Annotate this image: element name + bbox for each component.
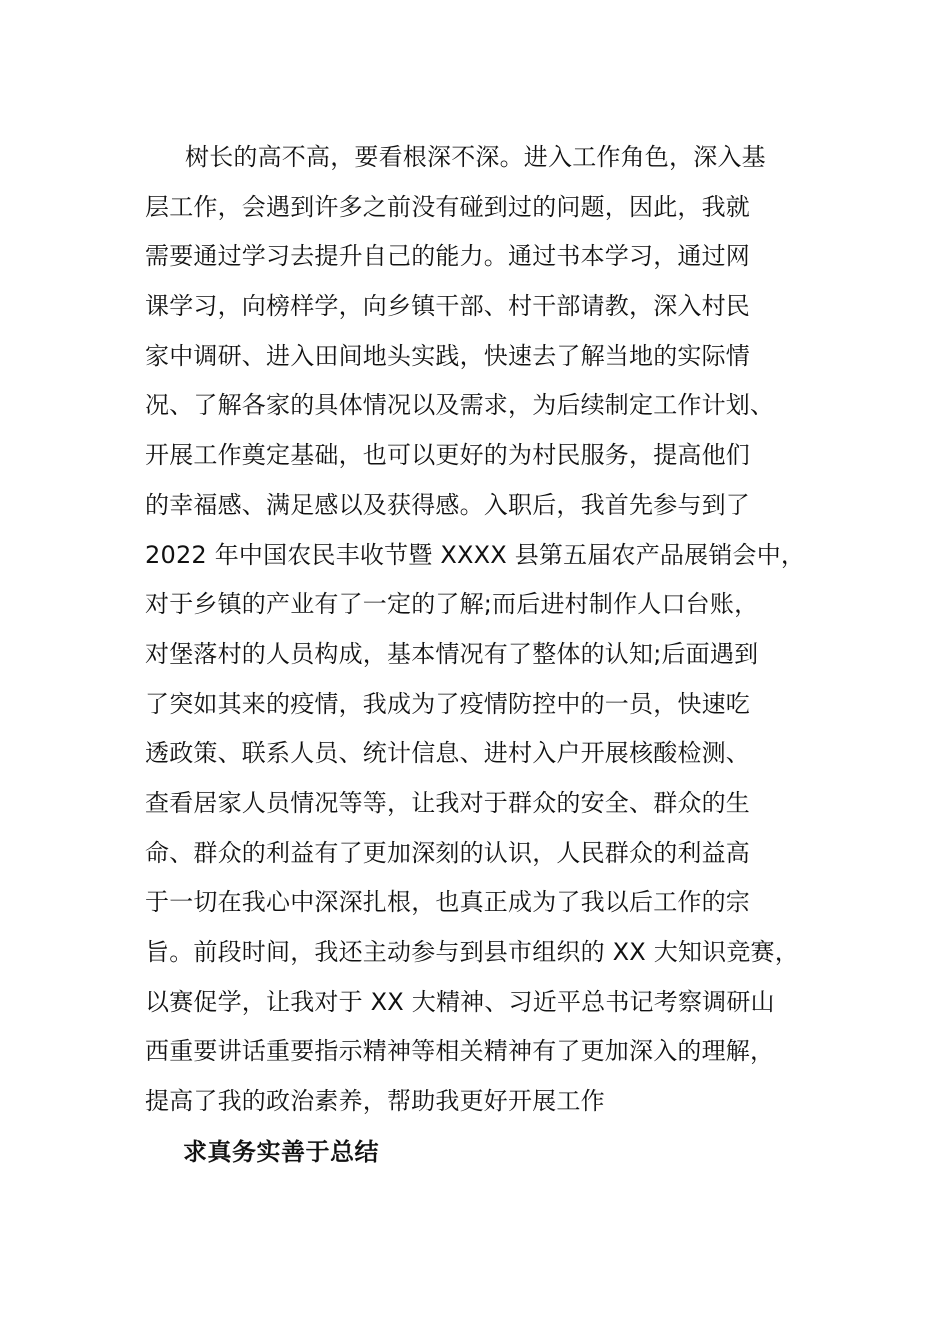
paragraph-line: 查看居家人员情况等等，让我对于群众的安全、群众的生 (145, 788, 750, 817)
paragraph-line: 树长的高不高，要看根深不深。进入工作角色，深入基 (185, 143, 766, 171)
paragraph-line: 透政策、联系人员、统计信息、进村入户开展核酸检测、 (145, 739, 750, 768)
section-heading: 求真务实善于总结 (183, 1138, 379, 1166)
paragraph-line: 2022 年中国农民丰收节暨 XXXX 县第五届农产品展销会中， (145, 540, 806, 569)
paragraph-line: 命、群众的利益有了更加深刻的认识，人民群众的利益高 (145, 838, 750, 867)
paragraph-line: 对于乡镇的产业有了一定的了解;而后进村制作人口台账， (145, 590, 759, 619)
paragraph-line: 旨。前段时间，我还主动参与到县市组织的 XX 大知识竞赛， (145, 938, 799, 966)
body-paragraph (145, 133, 845, 1127)
paragraph-line: 西重要讲话重要指示精神等相关精神有了更加深入的理解， (145, 1037, 775, 1066)
paragraph-line: 于一切在我心中深深扎根，也真正成为了我以后工作的宗 (145, 888, 750, 917)
paragraph-line: 开展工作奠定基础，也可以更好的为村民服务，提高他们 (145, 441, 750, 470)
paragraph-line: 家中调研、进入田间地头实践，快速去了解当地的实际情 (145, 341, 750, 370)
paragraph-line: 的幸福感、满足感以及获得感。入职后，我首先参与到了 (145, 490, 750, 519)
paragraph-line: 需要通过学习去提升自己的能力。通过书本学习，通过网 (145, 242, 750, 271)
paragraph-line: 对堡落村的人员构成，基本情况有了整体的认知;后面遇到 (145, 639, 759, 668)
paragraph-line: 课学习，向榜样学，向乡镇干部、村干部请教，深入村民 (145, 292, 750, 321)
paragraph-line: 了突如其来的疫情，我成为了疫情防控中的一员，快速吃 (145, 689, 750, 718)
paragraph-line: 提高了我的政治素养，帮助我更好开展工作 (145, 1087, 605, 1116)
paragraph-line: 以赛促学，让我对于 XX 大精神、习近平总书记考察调研山 (145, 987, 775, 1016)
paragraph-line: 况、了解各家的具体情况以及需求，为后续制定工作计划、 (145, 391, 775, 420)
paragraph-line: 层工作，会遇到许多之前没有碰到过的问题，因此，我就 (145, 192, 750, 221)
